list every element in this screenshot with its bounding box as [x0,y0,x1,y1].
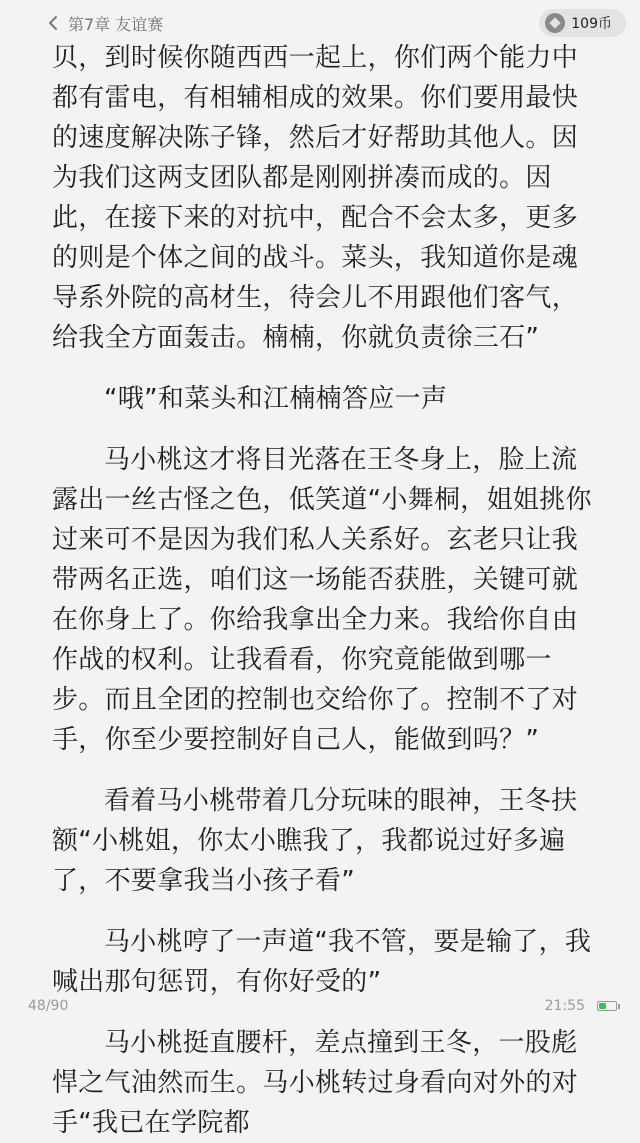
chapter-nav[interactable] [44,12,163,35]
chapter-title: 第7章 友谊赛 [68,14,164,34]
page-progress: 48/90 [28,998,69,1014]
paragraph: 马小桃哼了一声道“我不管，要是输了，我喊出那句惩罚，有你好受的” [52,927,592,997]
coin-balance-button[interactable] [539,9,626,37]
reader-footer [28,992,620,1020]
paragraph: 贝，到时候你随西西一起上，你们两个能力中都有雷电，有相辅相成的效果。你们要用最快的速度解决陈子锋，然后才好帮助其他人。因为我们这两支团队都是刚刚拼凑而成的。因此，在接下来的对抗中，配合不会太多，更多的则是个体之间的战斗。菜头，我知道你是魂导系外院的高材生，待会儿不用跟他们客气，给我全方面轰击。楠楠，你就负责徐三石” [52,43,579,353]
paragraph: 看着马小桃带着几分玩味的眼神，王冬扶额“小桃姐，你太小瞧我了，我都说过好多遍了，不要拿我当小孩子看” [52,786,578,896]
clock-time: 21:55 [544,998,585,1014]
coin-balance: 109币 [571,16,612,32]
coin-icon [545,13,565,33]
reader-top-bar [0,6,640,40]
paragraph: 马小桃这才将目光落在王冬身上，脸上流露出一丝古怪之色，低笑道“小舞桐，姐姐挑你过来可不是因为我们私人关系好。玄老只让我带两名正选，咱们这一场能否获胜，关键可就在你身上了。你给我拿出全力来。我给你自由作战的权利。让我看看，你究竟能做到哪一步。而且全团的控制也交给你了。控制不了对手，你至少要控制好自己人，能做到吗？” [52,445,592,755]
battery-icon [597,1001,620,1011]
paragraph: 马小桃挺直腰杆，差点撞到王冬，一股彪悍之气油然而生。马小桃转过身看向对外的对手“我已在学院都 [52,1028,579,1138]
paragraph: “哦”和菜头和江楠楠答应一声 [104,384,448,414]
chevron-left-icon[interactable] [44,14,62,32]
